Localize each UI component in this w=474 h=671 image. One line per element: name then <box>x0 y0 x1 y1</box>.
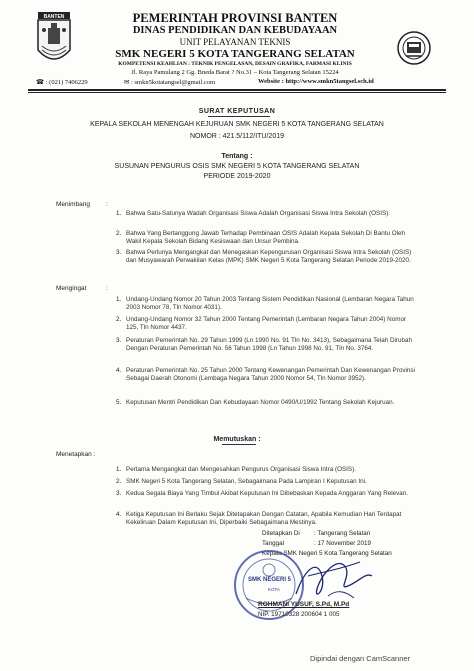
menetapkan-item: Kedua Segala Biaya Yang Timbul Akibat Keputusan Ini Dibebaskan Kepada Anggaran Yang Relevan. <box>126 490 409 497</box>
menimbang-item-number: 2. <box>116 230 122 237</box>
menetapkan-item-number: 3. <box>116 490 122 497</box>
menimbang-colon: : <box>106 201 108 208</box>
signer-nip: NIP. 19710328 200604 1 005 <box>258 611 340 618</box>
menimbang-item: Bahwa Yang Bertanggung Jawab Terhadap Pembinaan OSIS Adalah Kepala Sekolah Di Bantu Oleh Wakil Kepala Sekolah Bidang Kesiswaan dan Unsur Pembina. <box>126 230 406 246</box>
mengingat-item: Peraturan Pemerintah No. 25 Tahun 2000 Tentang Kewenangan Pemerintah Dan Kewenangan Provinsi Sebagai Daerah Otonomi (Lembaga Negara Tahun 2000 Nomor 54, Tln Nomor 3952). <box>126 367 415 383</box>
mengingat-item-number: 2. <box>116 316 122 323</box>
menetapkan-item: Pertama Mengangkat dan Mengesahkan Pengurus Organisasi Siswa Intra (OSIS). <box>126 466 356 473</box>
school-name: SMK NEGERI 5 KOTA TANGERANG SELATAN <box>115 48 355 60</box>
banten-emblem-icon <box>34 10 74 70</box>
stamp-school-label: SMK NEGERI 5 <box>248 577 292 583</box>
place-label: Ditetapkan Di <box>262 530 300 537</box>
phone-number: ☎ : (021) 7406229 <box>36 79 88 86</box>
menimbang-item: Bahwa Perlunya Mengangkat dan Menegaskan Kepengurusan Organisasi Siswa Intra Sekolah (OSIS) dan Musyawarah Perwakilan Kelas (MPK) SMK Negeri 5 Kota Tangerang Selatan Periode 2019-2020. <box>126 249 412 265</box>
decree-title: SURAT KEPUTUSAN <box>198 108 276 115</box>
province-name: PEMERINTAH PROVINSI BANTEN <box>132 11 338 25</box>
letterhead-rule-thick <box>28 89 446 91</box>
place-value: : Tangerang Selatan <box>314 530 371 537</box>
menetapkan-item-number: 1. <box>116 466 122 473</box>
website: Website : http://www.smkn5tangsel.sch.id <box>258 78 374 85</box>
letterhead <box>80 12 390 77</box>
menetapkan-label: Menetapkan : <box>56 451 96 458</box>
date-label: Tanggal <box>262 540 285 547</box>
school-emblem-icon <box>396 30 432 66</box>
mengingat-label: Mengingat <box>56 285 87 292</box>
unit-name: UNIT PELAYANAN TEKNIS <box>179 37 291 47</box>
mengingat-item-number: 3. <box>116 337 122 344</box>
memutuskan-title: Memutuskan : <box>213 436 261 443</box>
competencies: KOMPETENSI KEAHLIAN : TEKNIK PENGELASAN, DESAIN GRAFIKA, FARMASI KLINIS <box>118 61 352 67</box>
mengingat-item: Undang-Undang Nomor 32 Tahun 2000 Tentang Pemerintah (Lembaran Negara Tahun 2004) Nomor 125, Tln Nomor 4437. <box>126 316 407 332</box>
letterhead-rule-thin <box>28 92 446 93</box>
menimbang-item-number: 3. <box>116 249 122 256</box>
department-name: DINAS PENDIDIKAN DAN KEBUDAYAAN <box>132 25 338 36</box>
menimbang-item-number: 1. <box>116 210 122 217</box>
decree-period: PERIODE 2019-2020 <box>203 173 271 180</box>
email-address: ✉ : smkn5kotatangsel@gmail.com <box>124 79 216 86</box>
menimbang-label: Menimbang <box>56 201 90 208</box>
menimbang-item: Bahwa Satu-Satunya Wadah Organisasi Siswa Adalah Organisasi Siswa Intra Sekolah (OSIS). <box>126 210 391 217</box>
date-value: : 17 November 2019 <box>314 540 372 547</box>
decree-issuer: KEPALA SEKOLAH MENENGAH KEJURUAN SMK NEGERI 5 KOTA TANGERANG SELATAN <box>90 121 384 128</box>
decree-number: NOMOR : 421.5/112/ITU/2019 <box>189 133 285 140</box>
tentang-label: Tentang : <box>221 153 253 160</box>
menetapkan-item: Ketiga Keputusan Ini Berlaku Sejak Ditetapakan Dengan Catatan, Apabila Kemudian Hari Terdapat Kekeliruan Dalam Keputusan Ini, Diperbaiki Sebagaimana Mestinya. <box>126 511 402 527</box>
mengingat-item-number: 5. <box>116 399 122 406</box>
scanner-watermark: Dipindai dengan CamScanner <box>310 654 411 663</box>
stamp-kota-label: KOTA <box>268 587 280 592</box>
mengingat-item-number: 4. <box>116 367 122 374</box>
mengingat-item: Peraturan Pemerintah No. 29 Tahun 1999 (Ln 1990 No. 91 Tln No. 3413), Sebagaimana Telah Dirubah Dengan Peraturan Pemerintah No. 56 Tahun 1998 (Ln Tahun 1998 No. 91, Tln No. 3764. <box>126 337 413 353</box>
title-underline <box>208 116 270 117</box>
svg-text:BANTEN: BANTEN <box>43 14 65 20</box>
menetapkan-item-number: 2. <box>116 478 122 485</box>
mengingat-item-number: 1. <box>116 296 122 303</box>
mengingat-colon: : <box>106 285 108 292</box>
signer-position: Kepala SMK Negeri 5 Kota Tangerang Selatan <box>262 550 392 557</box>
mengingat-item: Undang-Undang Nomor 20 Tahun 2003 Tentang Sistem Pendidikan Nasional (Lembaran Negara Tahun 2003 Nomor 78, Tln Nomor 4031). <box>126 296 414 312</box>
decree-subject: SUSUNAN PENGURUS OSIS SMK NEGERI 5 KOTA TANGERANG SELATAN <box>114 163 360 170</box>
signer-name: ROHMANI YUSUF, S.Pd, M.Pd <box>258 601 350 608</box>
menetapkan-item-number: 4. <box>116 511 122 518</box>
mengingat-item: Keputusan Mentri Pendidikan Dan Kebudayaan Nomor 0490/U/1992 Tentang Sekolah Kejuruan. <box>126 399 395 406</box>
address: Jl. Raya Pamulang 2 Gg. Bneda Barat ? No.31 – Kota Tangerang Selatan 15224 <box>131 69 339 76</box>
memutuskan-underline <box>222 444 256 445</box>
menetapkan-item: SMK Negeri 5 Kota Tangerang Selatan, Sebagaimana Pada Lampiran I Keputusan Ini. <box>126 478 367 485</box>
